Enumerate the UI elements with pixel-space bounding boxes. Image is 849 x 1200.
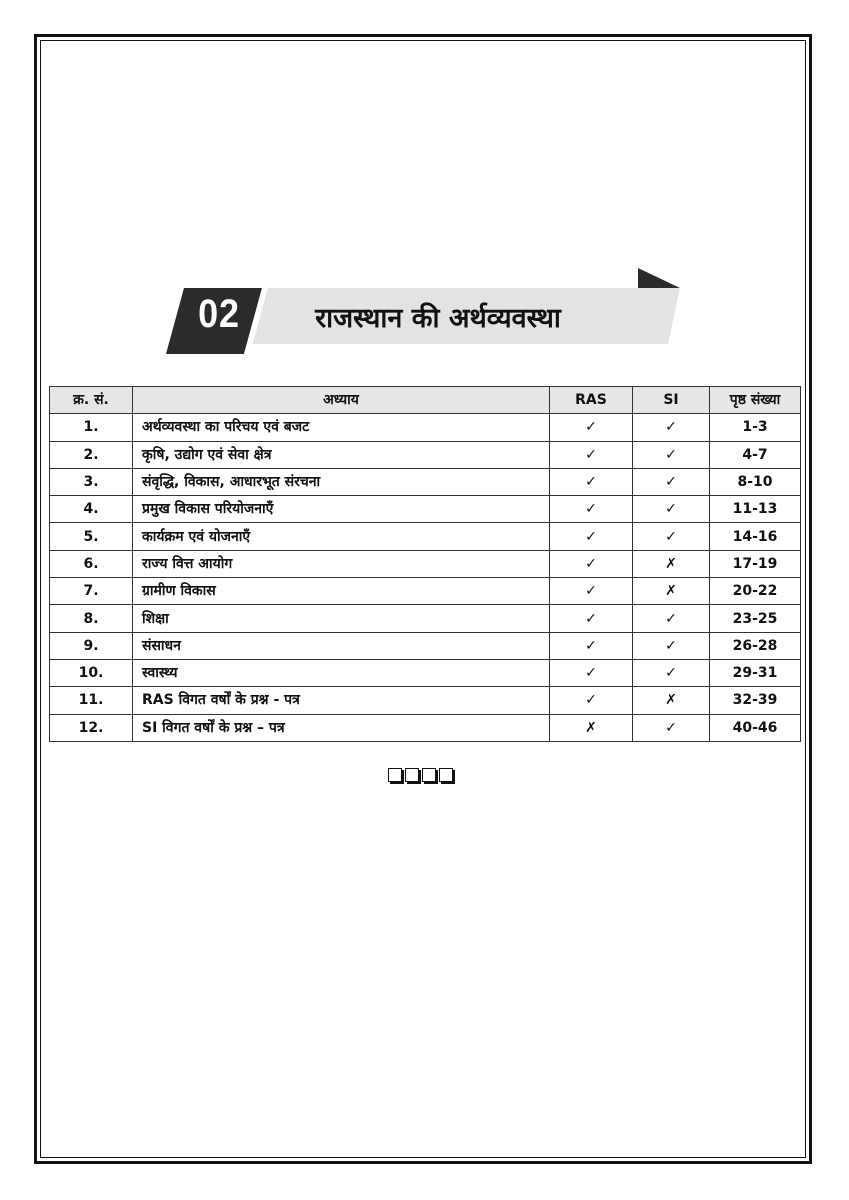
row-title: संसाधन [133, 632, 550, 659]
row-pages: 14-16 [710, 523, 801, 550]
si-check-icon: ✓ [633, 441, 710, 468]
row-title: RAS विगत वर्षों के प्रश्न - पत्र [133, 687, 550, 714]
banner-fold-tab [638, 268, 680, 288]
row-serial: 12. [50, 714, 133, 741]
header-serial: क्र. सं. [50, 387, 133, 414]
ras-check-icon: ✓ [550, 550, 633, 577]
row-pages: 1-3 [710, 414, 801, 441]
ras-cross-icon: ✗ [550, 714, 633, 741]
ras-check-icon: ✓ [550, 687, 633, 714]
row-pages: 32-39 [710, 687, 801, 714]
row-title: कृषि, उद्योग एवं सेवा क्षेत्र [133, 441, 550, 468]
row-pages: 11-13 [710, 496, 801, 523]
shadowed-square-icon [388, 768, 402, 782]
header-ras: RAS [550, 387, 633, 414]
ras-check-icon: ✓ [550, 496, 633, 523]
row-title: अर्थव्यवस्था का परिचय एवं बजट [133, 414, 550, 441]
end-of-section-marks [388, 768, 464, 786]
si-check-icon: ✓ [633, 632, 710, 659]
ras-check-icon: ✓ [550, 523, 633, 550]
row-serial: 9. [50, 632, 133, 659]
header-chapter: अध्याय [133, 387, 550, 414]
table-row [50, 659, 801, 686]
table-row [50, 605, 801, 632]
chapter-number: 02 [198, 292, 240, 336]
row-pages: 20-22 [710, 578, 801, 605]
si-check-icon: ✓ [633, 659, 710, 686]
ras-check-icon: ✓ [550, 468, 633, 495]
ras-check-icon: ✓ [550, 659, 633, 686]
si-check-icon: ✓ [633, 496, 710, 523]
si-check-icon: ✓ [633, 605, 710, 632]
row-title: राज्य वित्त आयोग [133, 550, 550, 577]
table-row [50, 523, 801, 550]
row-pages: 40-46 [710, 714, 801, 741]
row-serial: 10. [50, 659, 133, 686]
row-title: कार्यक्रम एवं योजनाएँ [133, 523, 550, 550]
row-serial: 3. [50, 468, 133, 495]
row-title: शिक्षा [133, 605, 550, 632]
table-row [50, 578, 801, 605]
row-serial: 1. [50, 414, 133, 441]
row-title: प्रमुख विकास परियोजनाएँ [133, 496, 550, 523]
row-title: संवृद्धि, विकास, आधारभूत संरचना [133, 468, 550, 495]
table-row [50, 550, 801, 577]
ras-check-icon: ✓ [550, 632, 633, 659]
shadowed-square-icon [422, 768, 436, 782]
row-serial: 8. [50, 605, 133, 632]
si-cross-icon: ✗ [633, 578, 710, 605]
chapter-title: राजस्थान की अर्थव्यवस्था [315, 303, 561, 334]
row-title: SI विगत वर्षों के प्रश्न – पत्र [133, 714, 550, 741]
table-row [50, 496, 801, 523]
table-row [50, 414, 801, 441]
ras-check-icon: ✓ [550, 441, 633, 468]
table-row [50, 687, 801, 714]
table-row [50, 632, 801, 659]
table-header-row [50, 387, 801, 414]
row-serial: 4. [50, 496, 133, 523]
header-si: SI [633, 387, 710, 414]
chapter-banner [160, 266, 690, 360]
shadowed-square-icon [439, 768, 453, 782]
ras-check-icon: ✓ [550, 414, 633, 441]
row-pages: 26-28 [710, 632, 801, 659]
header-pages: पृष्ठ संख्या [710, 387, 801, 414]
ras-check-icon: ✓ [550, 578, 633, 605]
si-cross-icon: ✗ [633, 550, 710, 577]
contents-table [49, 386, 801, 742]
row-serial: 6. [50, 550, 133, 577]
row-pages: 8-10 [710, 468, 801, 495]
si-check-icon: ✓ [633, 523, 710, 550]
si-check-icon: ✓ [633, 414, 710, 441]
row-serial: 2. [50, 441, 133, 468]
row-pages: 23-25 [710, 605, 801, 632]
shadowed-square-icon [405, 768, 419, 782]
row-pages: 4-7 [710, 441, 801, 468]
row-serial: 11. [50, 687, 133, 714]
table-row [50, 714, 801, 741]
table-row [50, 441, 801, 468]
row-title: ग्रामीण विकास [133, 578, 550, 605]
si-cross-icon: ✗ [633, 687, 710, 714]
si-check-icon: ✓ [633, 468, 710, 495]
si-check-icon: ✓ [633, 714, 710, 741]
table-row [50, 468, 801, 495]
row-pages: 17-19 [710, 550, 801, 577]
row-serial: 7. [50, 578, 133, 605]
row-pages: 29-31 [710, 659, 801, 686]
row-title: स्वास्थ्य [133, 659, 550, 686]
ras-check-icon: ✓ [550, 605, 633, 632]
row-serial: 5. [50, 523, 133, 550]
